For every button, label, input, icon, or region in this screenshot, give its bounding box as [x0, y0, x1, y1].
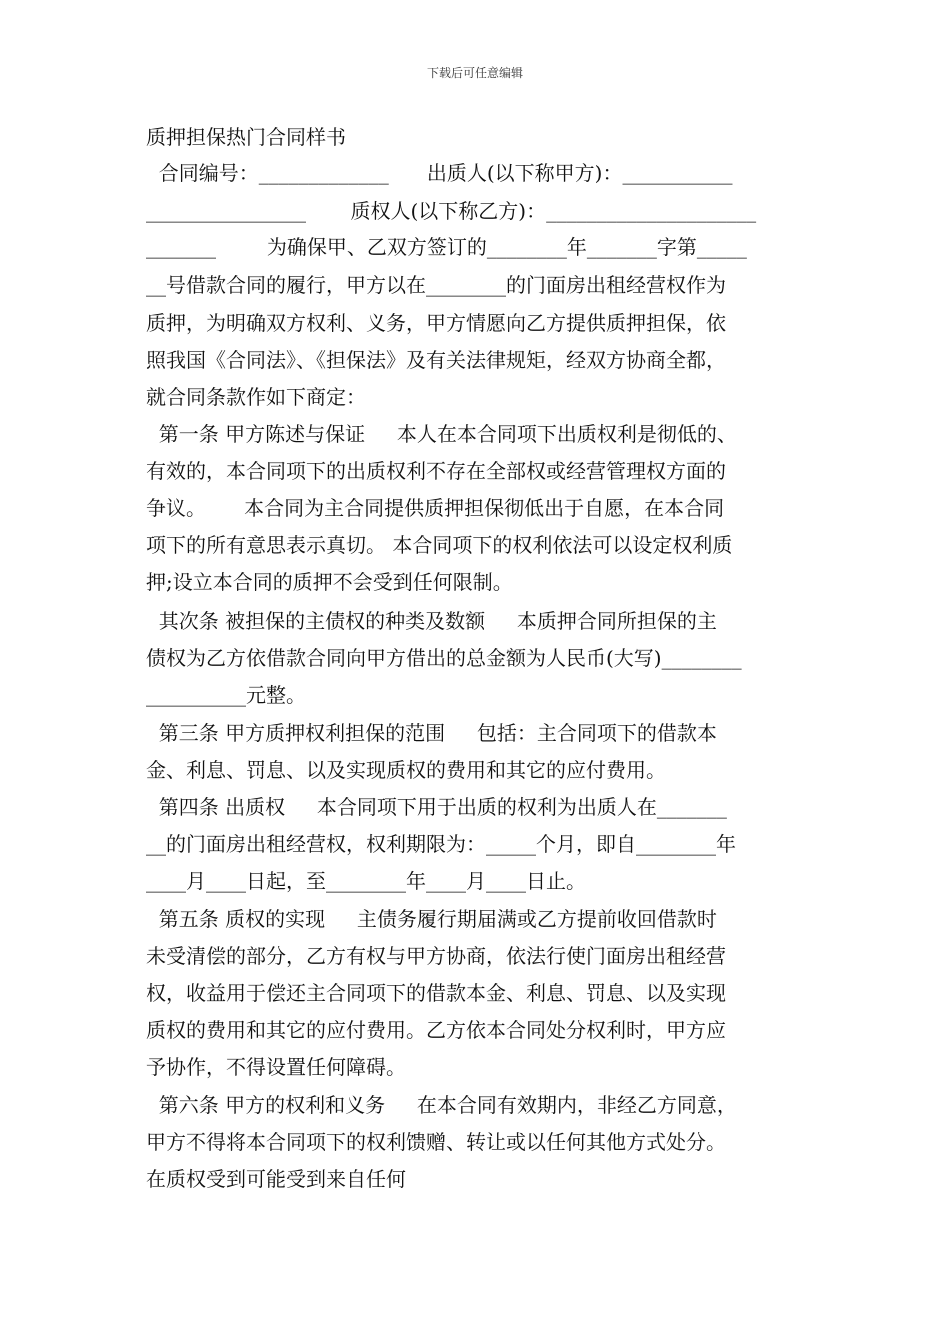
clause-4-heading-line: 第四条 出质权 本合同项下用于出质的权利为出质人在_______ [146, 795, 727, 819]
text-line: 合同编号：_____________ 出质人(以下称甲方)：___________ [146, 161, 733, 185]
text-line: 争议。 本合同为主合同提供质押担保彻低出于自愿，在本合同 [146, 496, 725, 520]
text-line: __________元整。 [146, 683, 306, 707]
text-line: ____月____日起，至________年____月____日止。 [146, 869, 586, 893]
text-line: 押;设立本合同的质押不会受到任何限制。 [146, 570, 513, 594]
clause-6-heading-line: 第六条 甲方的权利和义务 在本合同有效期内，非经乙方同意， [146, 1093, 737, 1117]
text-line: 债权为乙方依借款合同向甲方借出的总金额为人民币(大写)________ [146, 646, 742, 670]
text-line: _______ 为确保甲、乙双方签订的________年_______字第_____ [146, 235, 747, 259]
page-header: 下载后可任意编辑 [426, 66, 523, 80]
text-line: 未受清偿的部分，乙方有权与甲方协商，依法行使门面房出租经营 [146, 944, 726, 968]
text-line: 金、利息、罚息、以及实现质权的费用和其它的应付费用。 [146, 758, 666, 782]
text-line: __号借款合同的履行，甲方以在________的门面房出租经营权作为 [146, 273, 726, 297]
text-line: 质权的费用和其它的应付费用。乙方依本合同处分权利时，甲方应 [146, 1018, 726, 1042]
text-line: 有效的，本合同项下的出质权利不存在全部权或经营管理权方面的 [146, 459, 726, 483]
text-line: 就合同条款作如下商定： [146, 385, 366, 409]
text-line: 质押，为明确双方权利、义务，甲方情愿向乙方提供质押担保，依 [146, 311, 726, 335]
text-line: ________________ 质权人(以下称乙方)：_____________________ [146, 199, 757, 223]
text-line: 权，收益用于偿还主合同项下的借款本金、利息、罚息、以及实现 [146, 981, 726, 1005]
text-line: 甲方不得将本合同项下的权利馈赠、转让或以任何其他方式处分。 [146, 1130, 726, 1154]
text-line: 在质权受到可能受到来自任何 [146, 1167, 406, 1191]
text-line: 予协作，不得设置任何障碍。 [146, 1055, 406, 1079]
text-line: __的门面房出租经营权，权利期限为：_____个月，即自________年 [146, 832, 736, 856]
text-line: 照我国《合同法》、《担保法》及有关法律规矩，经双方协商全都， [146, 348, 726, 372]
document-title: 质押担保热门合同样书 [146, 125, 346, 149]
text-line: 项下的所有意思表示真切。 本合同项下的权利依法可以设定权利质 [146, 533, 733, 557]
clause-3-heading-line: 第三条 甲方质押权利担保的范围 包括：主合同项下的借款本 [146, 721, 717, 745]
clause-1-heading-line: 第一条 甲方陈述与保证 本人在本合同项下出质权利是彻低的、 [146, 422, 737, 446]
clause-5-heading-line: 第五条 质权的实现 主债务履行期届满或乙方提前收回借款时 [146, 907, 717, 931]
clause-2-heading-line: 其次条 被担保的主债权的种类及数额 本质押合同所担保的主 [146, 609, 717, 633]
